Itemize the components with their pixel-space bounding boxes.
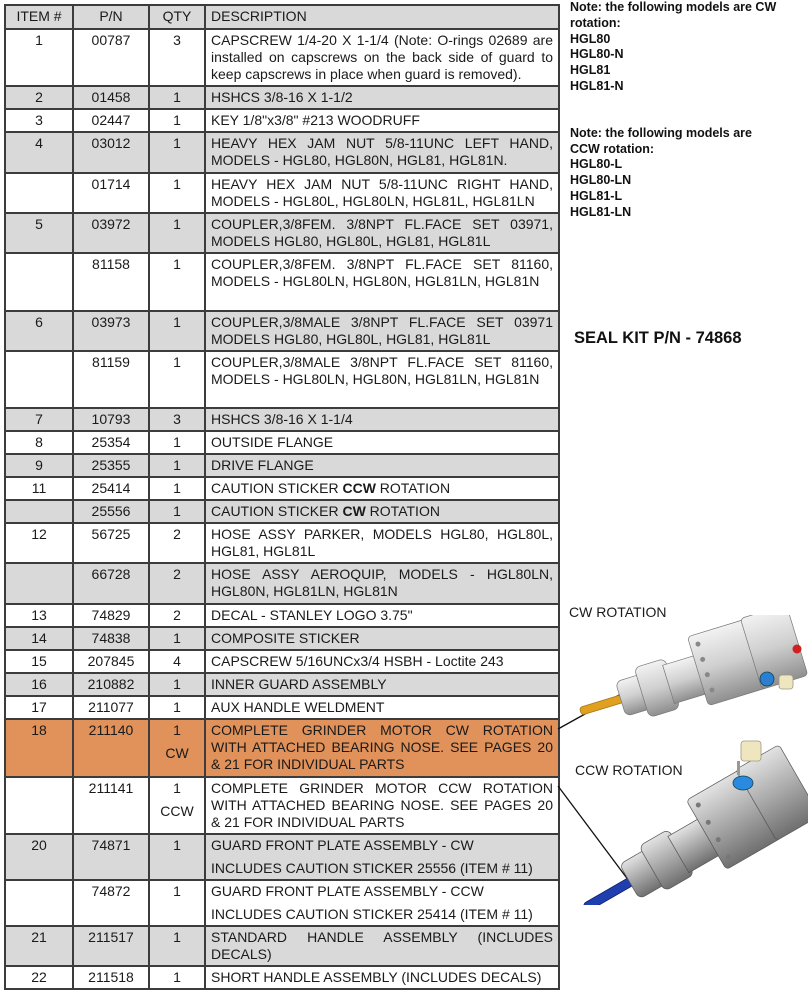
description: COUPLER,3/8MALE 3/8NPT FL.FACE SET 03971 MODELS HGL80, HGL80L, HGL81, HGL81L	[205, 311, 559, 351]
header-item: ITEM #	[5, 5, 73, 29]
cw-model: HGL81-N	[570, 78, 624, 93]
quantity: 1	[149, 834, 205, 880]
quantity: 1	[149, 966, 205, 989]
item-number: 2	[5, 86, 73, 109]
ccw-model: HGL81-LN	[570, 204, 632, 219]
part-number: 74872	[73, 880, 149, 926]
item-number: 9	[5, 454, 73, 477]
part-number: 00787	[73, 29, 149, 86]
part-number: 02447	[73, 109, 149, 132]
quantity: 1	[149, 696, 205, 719]
cw-model: HGL81	[570, 63, 611, 78]
description: DECAL - STANLEY LOGO 3.75"	[205, 604, 559, 627]
part-number: 56725	[73, 523, 149, 563]
description: COMPOSITE STICKER	[205, 627, 559, 650]
part-number: 66728	[73, 563, 149, 604]
description: HOSE ASSY PARKER, MODELS HGL80, HGL80L, HGL81, HGL81L	[205, 523, 559, 563]
description: HEAVY HEX JAM NUT 5/8-11UNC LEFT HAND, MODELS - HGL80, HGL80N, HGL81, HGL81N.	[205, 132, 559, 173]
description: HSHCS 3/8-16 X 1-1/4	[205, 408, 559, 431]
quantity: 3	[149, 29, 205, 86]
part-number: 03972	[73, 213, 149, 253]
quantity: 2	[149, 604, 205, 627]
part-number: 03012	[73, 132, 149, 173]
part-number: 25355	[73, 454, 149, 477]
cw-note-heading: Note: the following models are CW rotation:	[570, 0, 777, 30]
quantity: 3	[149, 408, 205, 431]
item-number: 3	[5, 109, 73, 132]
description: STANDARD HANDLE ASSEMBLY (INCLUDES DECALS)	[205, 926, 559, 966]
quantity: 2	[149, 563, 205, 604]
item-number: 11	[5, 477, 73, 500]
quantity: 1	[149, 311, 205, 351]
quantity: 1	[149, 880, 205, 926]
quantity: 1 CCW	[149, 777, 205, 834]
cw-rotation-caption: CW ROTATION	[569, 604, 667, 620]
quantity: 4	[149, 650, 205, 673]
part-number: 211140	[73, 719, 149, 777]
rotation-emphasis: CCW	[342, 480, 376, 496]
ccw-grinder-motor-image	[565, 735, 808, 905]
quantity: 1	[149, 673, 205, 696]
item-number: 13	[5, 604, 73, 627]
quantity: 1	[149, 477, 205, 500]
part-number: 74871	[73, 834, 149, 880]
quantity: 2	[149, 523, 205, 563]
description: CAUTION STICKER CCW ROTATION	[205, 477, 559, 500]
part-number: 25414	[73, 477, 149, 500]
part-number: 25354	[73, 431, 149, 454]
ccw-note-heading: Note: the following models are CCW rotation:	[570, 125, 752, 156]
part-number: 25556	[73, 500, 149, 523]
description: HOSE ASSY AEROQUIP, MODELS - HGL80LN, HGL80N, HGL81LN, HGL81N	[205, 563, 559, 604]
cw-model: HGL80	[570, 31, 611, 46]
ccw-model: HGL80-LN	[570, 173, 632, 188]
cw-grinder-motor-image	[565, 615, 808, 725]
quantity: 1	[149, 86, 205, 109]
description: CAPSCREW 1/4-20 X 1-1/4 (Note: O-rings 02689 are installed on capscrews on the back side of guard to keep capscrews in place when guard is removed).	[205, 29, 559, 86]
description: HSHCS 3/8-16 X 1-1/2	[205, 86, 559, 109]
description: COMPLETE GRINDER MOTOR CW ROTATION WITH ATTACHED BEARING NOSE. SEE PAGES 20 & 21 FOR INDIVIDUAL PARTS	[205, 719, 559, 777]
quantity: 1	[149, 627, 205, 650]
description: OUTSIDE FLANGE	[205, 431, 559, 454]
quantity: 1	[149, 454, 205, 477]
quantity: 1	[149, 109, 205, 132]
part-number: 01458	[73, 86, 149, 109]
description: COUPLER,3/8FEM. 3/8NPT FL.FACE SET 81160, MODELS - HGL80LN, HGL80N, HGL81LN, HGL81N	[205, 253, 559, 311]
description: GUARD FRONT PLATE ASSEMBLY - CCW INCLUDES CAUTION STICKER 25414 (ITEM # 11)	[205, 880, 559, 926]
item-number: 14	[5, 627, 73, 650]
quantity: 1	[149, 926, 205, 966]
tan-coupler-icon	[741, 741, 761, 761]
item-number: 21	[5, 926, 73, 966]
cw-model: HGL80-N	[570, 47, 624, 62]
item-number: 8	[5, 431, 73, 454]
description: AUX HANDLE WELDMENT	[205, 696, 559, 719]
part-number: 74829	[73, 604, 149, 627]
description: COUPLER,3/8MALE 3/8NPT FL.FACE SET 81160, MODELS - HGL80LN, HGL80N, HGL81LN, HGL81N	[205, 351, 559, 408]
header-qty: QTY	[149, 5, 205, 29]
quantity: 1	[149, 253, 205, 311]
part-number: 210882	[73, 673, 149, 696]
quantity: 1	[149, 431, 205, 454]
part-number: 74838	[73, 627, 149, 650]
item-number: 6	[5, 311, 73, 351]
part-number: 01714	[73, 173, 149, 213]
part-number: 81159	[73, 351, 149, 408]
part-number: 03973	[73, 311, 149, 351]
item-number: 18	[5, 719, 73, 777]
part-number: 207845	[73, 650, 149, 673]
description: DRIVE FLANGE	[205, 454, 559, 477]
part-number: 211517	[73, 926, 149, 966]
ccw-model: HGL80-L	[570, 157, 623, 172]
rotation-label: CCW	[160, 803, 194, 819]
quantity: 1	[149, 132, 205, 173]
header-description: DESCRIPTION	[205, 5, 559, 29]
description: SHORT HANDLE ASSEMBLY (INCLUDES DECALS)	[205, 966, 559, 989]
description: COMPLETE GRINDER MOTOR CCW ROTATION WITH ATTACHED BEARING NOSE. SEE PAGES 20 & 21 FOR INDIVIDUAL PARTS	[205, 777, 559, 834]
blue-coupler-icon	[733, 776, 753, 790]
ccw-rotation-caption: CCW ROTATION	[575, 762, 683, 778]
item-number: 1	[5, 29, 73, 86]
description: CAUTION STICKER CW ROTATION	[205, 500, 559, 523]
quantity: 1	[149, 500, 205, 523]
rotation-label: CW	[165, 745, 189, 761]
quantity: 1	[149, 173, 205, 213]
part-number: 211077	[73, 696, 149, 719]
item-number: 20	[5, 834, 73, 880]
blue-coupler-icon	[760, 672, 774, 686]
header-pn: P/N	[73, 5, 149, 29]
description: HEAVY HEX JAM NUT 5/8-11UNC RIGHT HAND, MODELS - HGL80L, HGL80LN, HGL81L, HGL81LN	[205, 173, 559, 213]
part-number: 81158	[73, 253, 149, 311]
description: KEY 1/8"x3/8" #213 WOODRUFF	[205, 109, 559, 132]
description: COUPLER,3/8FEM. 3/8NPT FL.FACE SET 03971, MODELS HGL80, HGL80L, HGL81, HGL81L	[205, 213, 559, 253]
item-number: 17	[5, 696, 73, 719]
ccw-model: HGL81-L	[570, 188, 623, 203]
part-number: 211518	[73, 966, 149, 989]
item-number: 7	[5, 408, 73, 431]
seal-kit-label: SEAL KIT P/N - 74868	[574, 329, 742, 347]
item-number: 5	[5, 213, 73, 253]
item-number: 15	[5, 650, 73, 673]
quantity: 1	[149, 351, 205, 408]
item-number: 4	[5, 132, 73, 173]
tan-coupler-icon	[779, 675, 793, 689]
part-number: 10793	[73, 408, 149, 431]
part-number: 211141	[73, 777, 149, 834]
description: INNER GUARD ASSEMBLY	[205, 673, 559, 696]
quantity: 1 CW	[149, 719, 205, 777]
item-number: 12	[5, 523, 73, 563]
quantity: 1	[149, 213, 205, 253]
rotation-emphasis: CW	[342, 503, 366, 519]
item-number: 16	[5, 673, 73, 696]
item-number: 22	[5, 966, 73, 989]
description: CAPSCREW 5/16UNCx3/4 HSBH - Loctite 243	[205, 650, 559, 673]
description: GUARD FRONT PLATE ASSEMBLY - CW INCLUDES CAUTION STICKER 25556 (ITEM # 11)	[205, 834, 559, 880]
